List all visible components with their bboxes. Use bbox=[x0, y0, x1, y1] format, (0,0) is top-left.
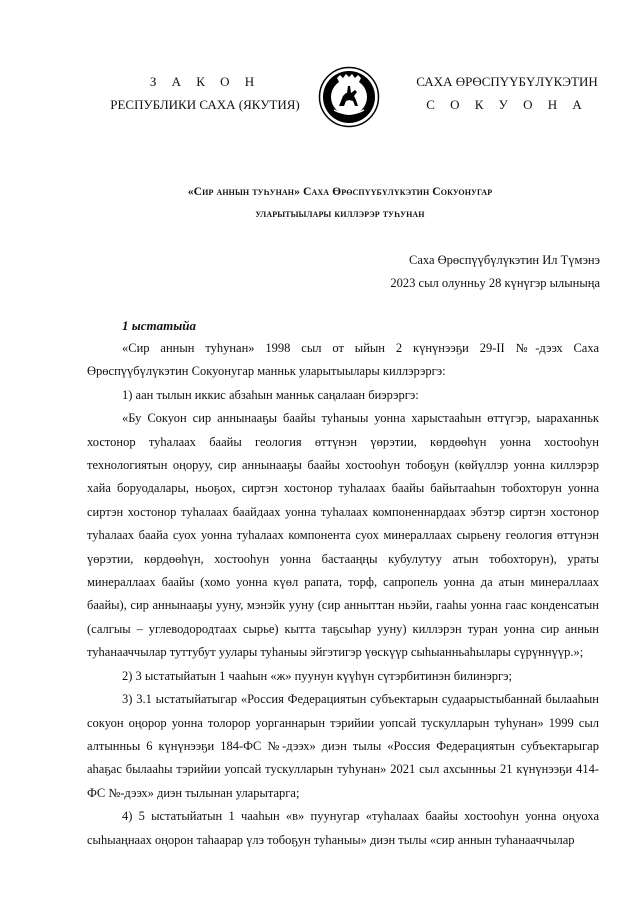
header-right-line-2: С О К У О Н А bbox=[426, 97, 588, 112]
article-paragraph-quote: «Бу Сокуон сир аннынааҕы баайы туһаныы уонна харыстааһын өттүгэр, ыараханньк хостонор туһалаах баайы геология өттүнэн үөрэтии, көрдөөһүн уонна хостооһун технологиятын оңоруу, сир аннынааҕы баайы хостооһун тобоҕун (көйүллэр уонна киллэрэр хайа боруодалары, ньоҕох, сиртэн хостонор туһалаах баайы байытааһын тобохторун уонна сиртэн хостонор туһалаах баайдаах уонна туһалаах компоненнардаах эбэтэр сиртэн хостонор туһалаах баайа суох уонна туһалаах компонента суох минераллаах сырьену геология өттүнэн үөрэтии, көрдөөһүн, хостооһун уонна бастааңңы кубулутуу атын тобохторун), ураты минераллаах баайы (хомо уонна күөл рапата, торф, сапропель уонна да атын минераллаах баайы), сир аннынааҕы ууну, мэнэйк ууну (сир анныттан ньэйи, гааһы уонна гаас конденсатын (салгыы – углеводородтаах сырьe) кытта таҕсыһар ууну) киллэрэн туран уонна сир аннын туһанааччылар туттубут уулары туһаныы эйгэтигэр үөскүүр сыһыанньаһылары сүрүннүүр.»; bbox=[87, 411, 599, 660]
law-title-line-1: «Сир аннын туһунан» Саха Өрөспүүбүлүкэтин Сокуонугар bbox=[187, 185, 493, 198]
article-body bbox=[87, 337, 599, 852]
article-heading: 1 ыстатыйа bbox=[122, 318, 197, 333]
article-paragraph-1: 1) аан тылын иккис абзаһын манньк саңалаан биэрэргэ: bbox=[122, 387, 419, 402]
header-left-block bbox=[100, 70, 310, 116]
article-paragraph-3: 3) 3.1 ыстатыйатыгар «Россия Федерациятын субъектарын судаарыстыбаннай былааһын сокуон оңорор уонна толорор уорганнарын тэрийии уопсай тускулларын туһунан» 1999 сыл алтынньы 6 күнүнээҕи 184-ФС №-дээх» диэн тылы «Россия Федерациятын субъектарыгар аһаҕас былааһы тэрийии уопсай тускулларын туһунан» 2021 сыл ахсынньы 21 күнүнээҕи 414-ФС №-дээх» диэн тылынан уларытарга; bbox=[87, 692, 599, 800]
header-left-line-2: РЕСПУБЛИКИ САХА (ЯКУТИЯ) bbox=[110, 97, 300, 112]
article-paragraph-intro: «Сир аннын туһунан» 1998 сыл от ыйын 2 күнүнээҕи 29-II №-дээх Саха Өрөспүүбүлүкэтин Сокуонугар манньк уларытыылары киллэрэргэ: bbox=[87, 341, 599, 379]
header-right-line-1: САХА ӨРӨСПҮҮБҮЛҮКЭТИН bbox=[416, 74, 598, 89]
adopted-by: Саха Өрөспүүбүлүкэтин Ил Түмэнэ bbox=[408, 253, 600, 267]
header-right-block bbox=[392, 70, 622, 116]
republic-emblem-icon bbox=[318, 66, 380, 128]
header-left-line-1: З А К О Н bbox=[149, 74, 261, 89]
law-title-line-2: уларытыылары киллэрэр туһунан bbox=[255, 207, 425, 220]
adoption-date: 2023 сыл олунньу 28 күнүгэр ылыныңа bbox=[390, 276, 600, 290]
article-paragraph-4: 4) 5 ыстатыйатын 1 чааһын «в» пуунугар «туһалаах баайы хостооһун уонна оңуоха сыһыаңнаах оңорон таһаарар үлэ тобоҕун туһаныы» диэн тылы «сир аннын туһанааччылар bbox=[87, 809, 599, 847]
article-paragraph-2: 2) 3 ыстатыйатын 1 чааһын «ж» пуунун күүһүн сүтэрбитинэн билинэргэ; bbox=[122, 668, 512, 683]
